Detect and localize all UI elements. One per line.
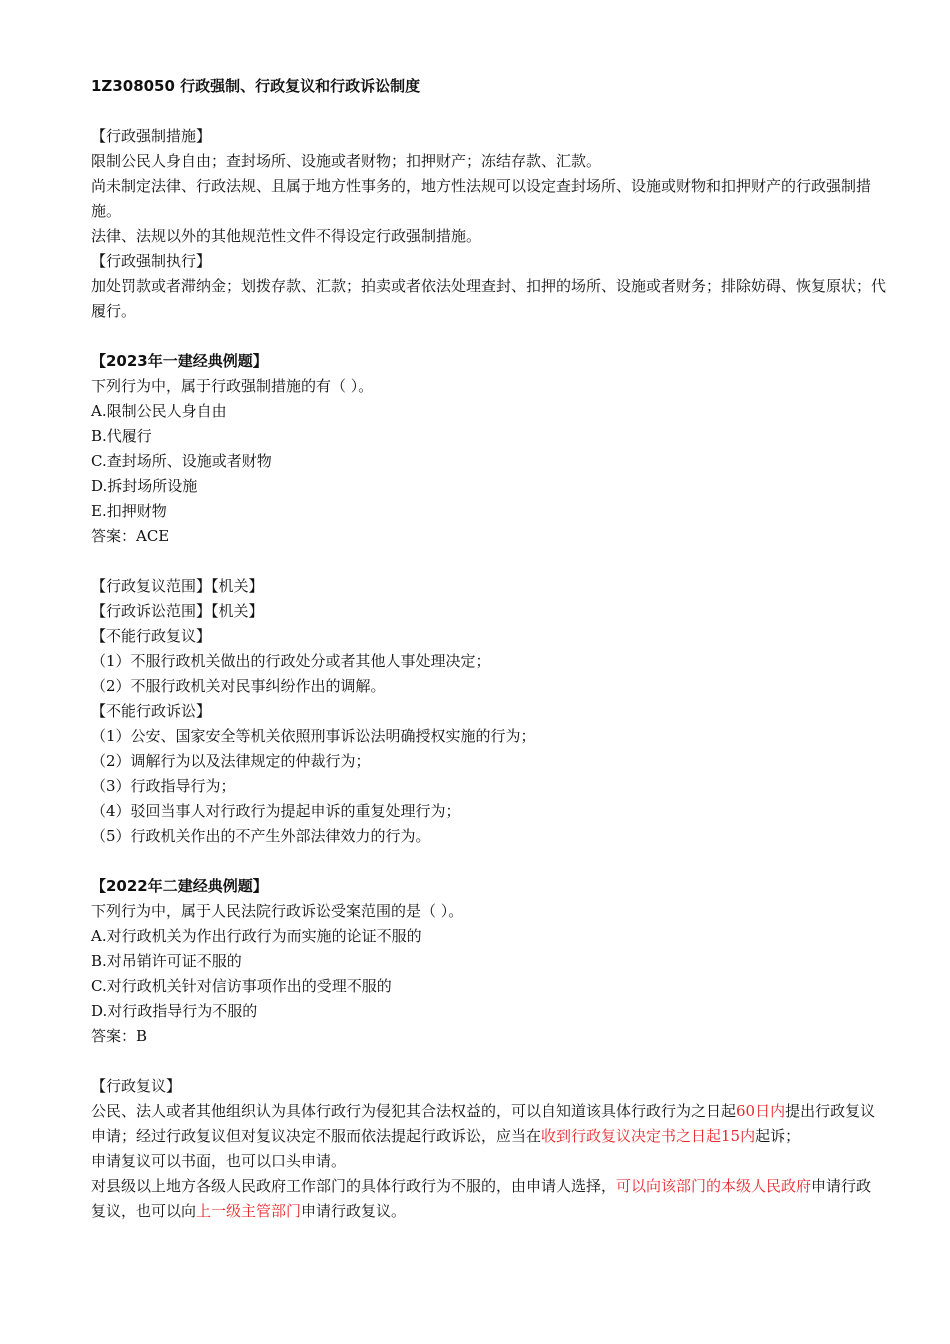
- example-heading: 【2023年一建经典例题】: [91, 352, 268, 370]
- heading-coercive-execution: 【行政强制执行】: [91, 252, 212, 270]
- text: 起诉；: [755, 1127, 801, 1145]
- paragraph-jurisdiction: [91, 1174, 886, 1224]
- heading-administrative-review: 【行政复议】: [91, 1077, 182, 1095]
- example-heading: 【2022年二建经典例题】: [91, 877, 268, 895]
- option-d: D.拆封场所设施: [91, 477, 198, 495]
- option-c: C.对行政机关针对信访事项作出的受理不服的: [91, 977, 392, 995]
- paragraph: 申请复议可以书面，也可以口头申请。: [91, 1152, 347, 1170]
- text: 公民、法人或者其他组织认为具体行政行为侵犯其合法权益的，可以自知道该具体行政行为之日起: [91, 1102, 737, 1120]
- list-item: （5）行政机关作出的不产生外部法律效力的行为。: [91, 827, 431, 845]
- spacer: [91, 849, 886, 874]
- text: 申请行政复议，也可以向: [91, 1177, 872, 1220]
- heading-no-review: 【不能行政复议】: [91, 627, 212, 645]
- highlight-60-days: 60日内: [736, 1102, 786, 1120]
- list-item: （4）驳回当事人对行政行为提起申诉的重复处理行为；: [91, 802, 461, 820]
- heading-litigation-scope: 【行政诉讼范围】【机关】: [91, 602, 264, 620]
- text: 申请行政复议。: [301, 1202, 407, 1220]
- example-answer: 答案：ACE: [91, 527, 170, 545]
- option-b: B.对吊销许可证不服的: [91, 952, 242, 970]
- paragraph: 限制公民人身自由；查封场所、设施或者财物；扣押财产；冻结存款、汇款。: [91, 152, 602, 170]
- spacer: [91, 549, 886, 574]
- highlight-superior-department: 上一级主管部门: [196, 1202, 302, 1220]
- list-item: （3）行政指导行为；: [91, 777, 236, 795]
- text: 提出行政复议申请；经过行政复议但对复议决定不服而依法提起行政诉讼，应当在: [91, 1102, 876, 1145]
- text: 对县级以上地方各级人民政府工作部门的具体行政行为不服的，由申请人选择，: [91, 1177, 617, 1195]
- option-a: A.限制公民人身自由: [91, 402, 227, 420]
- highlight-local-government: 可以向该部门的本级人民政府: [616, 1177, 812, 1195]
- spacer: [91, 1049, 886, 1074]
- section-title: 1Z308050 行政强制、行政复议和行政诉讼制度: [91, 77, 421, 95]
- example-question: 下列行为中，属于人民法院行政诉讼受案范围的是（ ）。: [91, 902, 464, 920]
- list-item: （1）公安、国家安全等机关依照刑事诉讼法明确授权实施的行为；: [91, 727, 536, 745]
- heading-coercive-measures: 【行政强制措施】: [91, 127, 212, 145]
- example-answer: 答案：B: [91, 1027, 148, 1045]
- spacer: [91, 324, 886, 349]
- option-b: B.代履行: [91, 427, 152, 445]
- spacer: [91, 99, 886, 124]
- option-d: D.对行政指导行为不服的: [91, 1002, 258, 1020]
- option-e: E.扣押财物: [91, 502, 167, 520]
- option-a: A.对行政机关为作出行政行为而实施的论证不服的: [91, 927, 422, 945]
- example-question: 下列行为中，属于行政强制措施的有（ ）。: [91, 377, 374, 395]
- list-item: （2）调解行为以及法律规定的仲裁行为；: [91, 752, 371, 770]
- heading-no-litigation: 【不能行政诉讼】: [91, 702, 212, 720]
- highlight-15-days: 收到行政复议决定书之日起15内: [541, 1127, 756, 1145]
- list-item: （1）不服行政机关做出的行政处分或者其他人事处理决定；: [91, 652, 491, 670]
- option-c: C.查封场所、设施或者财物: [91, 452, 272, 470]
- paragraph-deadlines: [91, 1099, 886, 1149]
- list-item: （2）不服行政机关对民事纠纷作出的调解。: [91, 677, 386, 695]
- paragraph: 加处罚款或者滞纳金；划拨存款、汇款；拍卖或者依法处理查封、扣押的场所、设施或者财务；排除妨碍、恢复原状；代履行。: [91, 277, 887, 320]
- paragraph: 法律、法规以外的其他规范性文件不得设定行政强制措施。: [91, 227, 482, 245]
- paragraph: 尚未制定法律、行政法规、且属于地方性事务的，地方性法规可以设定查封场所、设施或财物和扣押财产的行政强制措施。: [91, 177, 872, 220]
- heading-review-scope: 【行政复议范围】【机关】: [91, 577, 264, 595]
- document-page: [91, 74, 886, 1224]
